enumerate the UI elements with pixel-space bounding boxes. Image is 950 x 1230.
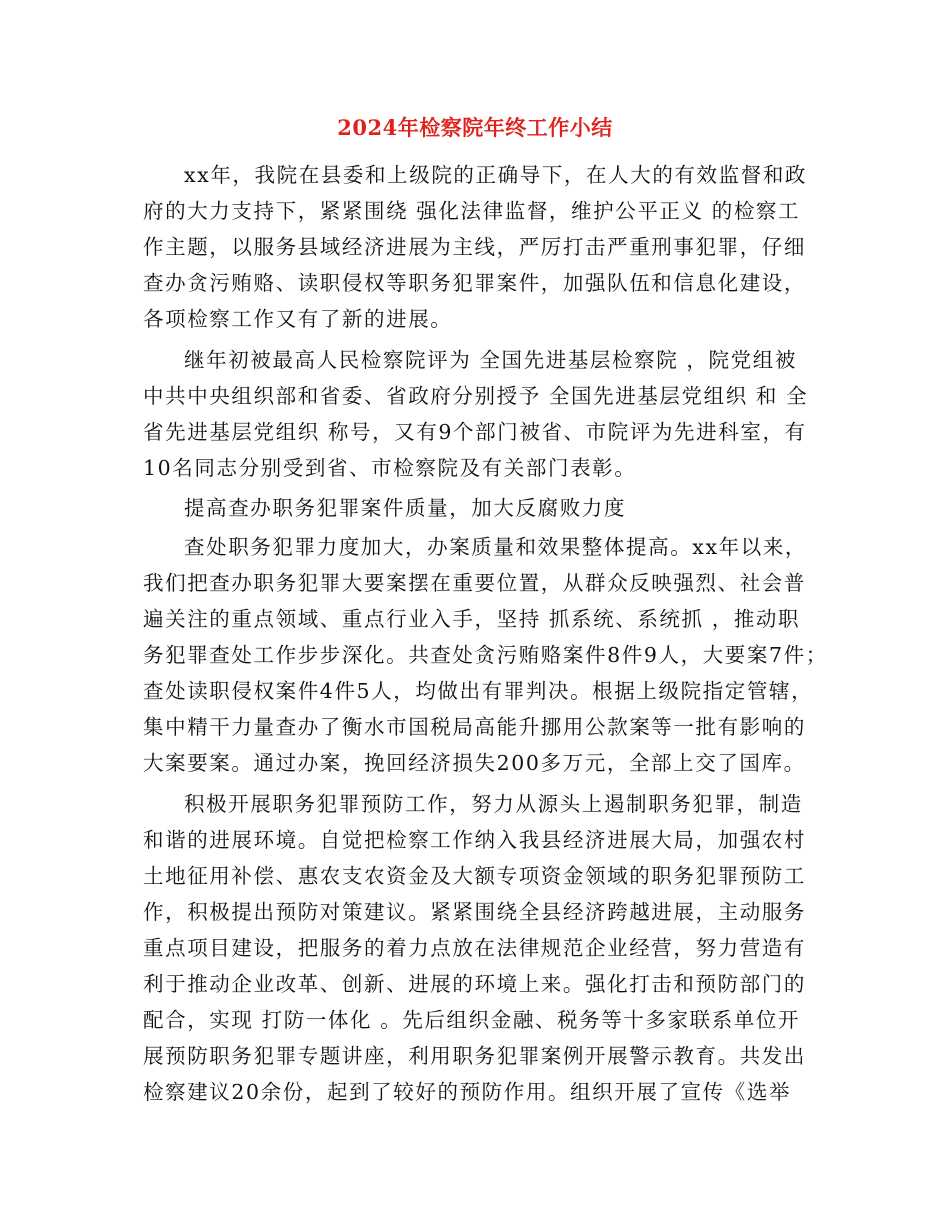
paragraph-line: 作，积极提出预防对策建议。紧紧围绕全县经济跨越进展，主动服务: [143, 900, 806, 924]
paragraph-line: 继年初被最高人民检察院评为 全国先进基层检察院 ，院党组被: [184, 348, 797, 372]
paragraph-line: 查办贪污贿赂、读职侵权等职务犯罪案件，加强队伍和信息化建设，: [143, 271, 806, 295]
paragraph-line: 中共中央组织部和省委、省政府分别授予 全国先进基层党组织 和 全: [143, 384, 809, 408]
paragraph-line: 检察建议20余份，起到了较好的预防作用。组织开展了宣传《选举: [143, 1080, 792, 1104]
paragraph-line: 务犯罪查处工作步步深化。共查处贪污贿赂案件8件9人，大要案7件；: [143, 643, 828, 667]
document-title: 2024年检察院年终工作小结: [337, 115, 613, 140]
paragraph-line: 查处职务犯罪力度加大，办案质量和效果整体提高。xx年以来，: [184, 535, 808, 559]
paragraph-line: 府的大力支持下，紧紧围绕 强化法律监督，维护公平正义 的检察工: [143, 199, 801, 223]
paragraph-line: 土地征用补偿、惠农支农资金及大额专项资金领域的职务犯罪预防工: [143, 864, 806, 888]
section-heading: 提高查办职务犯罪案件质量，加大反腐败力度: [184, 496, 626, 520]
paragraph-line: 配合，实现 打防一体化 。先后组织金融、税务等十多家联系单位开: [143, 1008, 801, 1032]
paragraph-line: 省先进基层党组织 称号，又有9个部门被省、市院评为先进科室，有: [143, 420, 807, 444]
paragraph-line: 积极开展职务犯罪预防工作，努力从源头上遏制职务犯罪，制造: [184, 792, 803, 816]
paragraph-line: 大案要案。通过办案，挽回经济损失200多万元，全部上交了国库。: [143, 751, 806, 775]
paragraph-line: 各项检察工作又有了新的进展。: [143, 307, 453, 331]
paragraph-line: 和谐的进展环境。自觉把检察工作纳入我县经济进展大局，加强农村: [143, 828, 806, 852]
paragraph-line: 展预防职务犯罪专题讲座，利用职务犯罪案例开展警示教育。共发出: [143, 1044, 806, 1068]
paragraph-line: 10名同志分别受到省、市检察院及有关部门表彰。: [143, 456, 637, 480]
paragraph-line: 我们把查办职务犯罪大要案摆在重要位置，从群众反映强烈、社会普: [143, 571, 806, 595]
paragraph-line: 集中精干力量查办了衡水市国税局高能升挪用公款案等一批有影响的: [143, 715, 806, 739]
paragraph-line: xx年，我院在县委和上级院的正确导下，在人大的有效监督和政: [184, 163, 808, 187]
paragraph-line: 重点项目建设，把服务的着力点放在法律规范企业经营，努力营造有: [143, 936, 806, 960]
paragraph-line: 遍关注的重点领域、重点行业入手，坚持 抓系统、系统抓 ，推动职: [143, 607, 801, 631]
paragraph-line: 利于推动企业改革、创新、进展的环境上来。强化打击和预防部门的: [143, 972, 806, 996]
paragraph-line: 查处读职侵权案件4件5人，均做出有罪判决。根据上级院指定管辖，: [143, 679, 814, 703]
paragraph-line: 作主题，以服务县域经济进展为主线，严厉打击严重刑事犯罪，仔细: [143, 235, 806, 259]
